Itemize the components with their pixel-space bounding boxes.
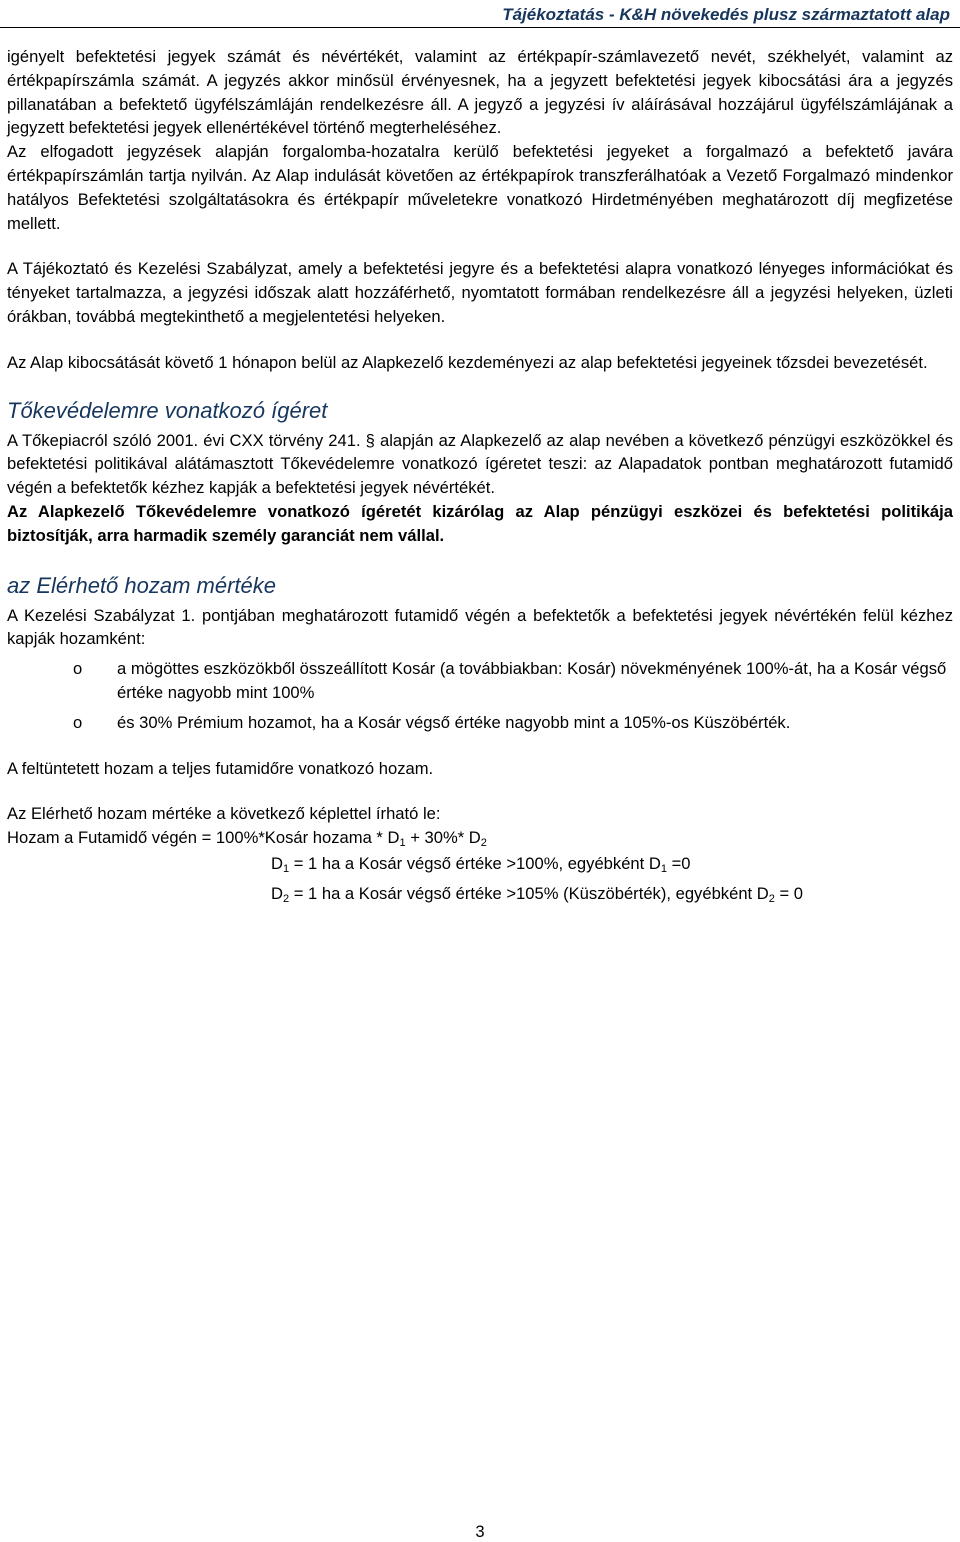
formula-text: D [271, 883, 283, 903]
document-body [7, 45, 953, 906]
paragraph-listing: Az Alap kibocsátását követő 1 hónapon belül az Alapkezelő kezdeményezi az alap befektetési jegyeinek tőzsdei bevezetését. [7, 352, 928, 372]
list-item-text: és 30% Prémium hozamot, ha a Kosár végső értéke nagyobb mint a 105%-os Küszöbérték. [117, 712, 791, 732]
paragraph-prospectus: A Tájékoztató és Kezelési Szabályzat, amely a befektetési jegyre és a befektetési alapra vonatkozó lényeges információkat és tényeket tartalmazza, a jegyzési időszak alatt hozzáférhető, nyomtatott formában rendelkezésre áll a jegyzési helyeken, üzleti órákban, továbbá megtekinthető a megjelentetési helyeken. [7, 259, 953, 326]
paragraph-capital-protection: A Tőkepiacról szóló 2001. évi CXX törvény 241. § alapján az Alapkezelő az alap nevében a következő pénzügyi eszközökkel és befektetési politikával alátámasztott Tőkevédelemre vonatkozó ígéretet teszi: az Alapadatok pontban meghatározott futamidő végén a befektetők kézhez kapják a befektetési jegyek névértékét. [7, 430, 953, 498]
paragraph-formula-intro: Az Elérhető hozam mértéke a következő képlettel írható le: [7, 804, 441, 824]
bullet-marker: o [73, 712, 83, 732]
formula-text: + 30%* D [405, 828, 481, 848]
header-divider [0, 27, 960, 28]
paragraph-yield-intro: A Kezelési Szabályzat 1. pontjában meghatározott futamidő végén a befektetők a befektetési jegyek névértékén felül kézhez kapják hozamként: [7, 605, 953, 649]
formula-subscript: 1 [399, 837, 406, 850]
section-heading-capital-protection: Tőkevédelemre vonatkozó ígéret [7, 397, 328, 423]
formula-text: Hozam a Futamidő végén = 100%*Kosár hozama * D [7, 828, 400, 848]
paragraph-custody: Az elfogadott jegyzések alapján forgalomba-hozatalra kerülő befektetési jegyeket a forgalmazó a befektető javára értékpapírszámlán tartja nyilván. Az Alap indulását követően az értékpapírok transzferálhatóak a Vezető Forgalmazó mindenkor hatályos Befektetési szolgáltatásokra és értékpapír műveletekre vonatkozó Hirdetményében meghatározott díj megfizetése mellett. [7, 142, 953, 233]
formula-text: = 1 ha a Kosár végső értéke >105% (Küszöbérték), egyébként D [289, 883, 769, 903]
formula-d2 [7, 882, 953, 906]
page-header-title: Tájékoztatás - K&H növekedés plusz származtatott alap [502, 5, 950, 24]
formula-text: = 1 ha a Kosár végső értéke >100%, egyébként D [289, 853, 661, 873]
list-item [7, 711, 953, 735]
page-number: 3 [475, 1522, 485, 1541]
paragraph-yield-note: A feltüntetett hozam a teljes futamidőre vonatkozó hozam. [7, 758, 434, 778]
formula-main [7, 826, 953, 850]
list-item [7, 657, 953, 705]
formula-text: = 0 [774, 883, 804, 903]
formula-text: =0 [667, 853, 691, 873]
bullet-marker: o [73, 659, 83, 679]
formula-subscript: 1 [660, 862, 667, 875]
list-item-text: a mögöttes eszközökből összeállított Kosár (a továbbiakban: Kosár) növekményének 100%-át, ha a Kosár végső értéke nagyobb mint 100% [117, 659, 947, 702]
formula-subscript: 1 [282, 862, 290, 875]
formula-subscript: 2 [768, 892, 775, 905]
formula-d1 [7, 852, 953, 876]
paragraph-subscription: igényelt befektetési jegyek számát és névértékét, valamint az értékpapír-számlavezető nevét, székhelyét, valamint az értékpapírszámla számát. A jegyzés akkor minősül érvényesnek, ha a jegyzett befektetési jegyek kibocsátási ára a jegyzés pillanatában a befektető ügyfélszámláján rendelkezésre áll. A jegyző a jegyzési ív aláírásával hozzájárul ügyfélszámlájának a jegyzett befektetési jegyek ellenértékével történő megterheléséhez. [7, 47, 953, 138]
formula-subscript: 2 [282, 892, 290, 905]
section-heading-yield: az Elérhető hozam mértéke [7, 572, 277, 598]
paragraph-capital-protection-bold: Az Alapkezelő Tőkevédelemre vonatkozó ígéretét kizárólag az Alap pénzügyi eszközei és befektetési politikája biztosítják, arra harmadik személy garanciát nem vállal. [7, 501, 953, 545]
formula-subscript: 2 [480, 837, 487, 850]
formula-text: D [271, 853, 283, 873]
